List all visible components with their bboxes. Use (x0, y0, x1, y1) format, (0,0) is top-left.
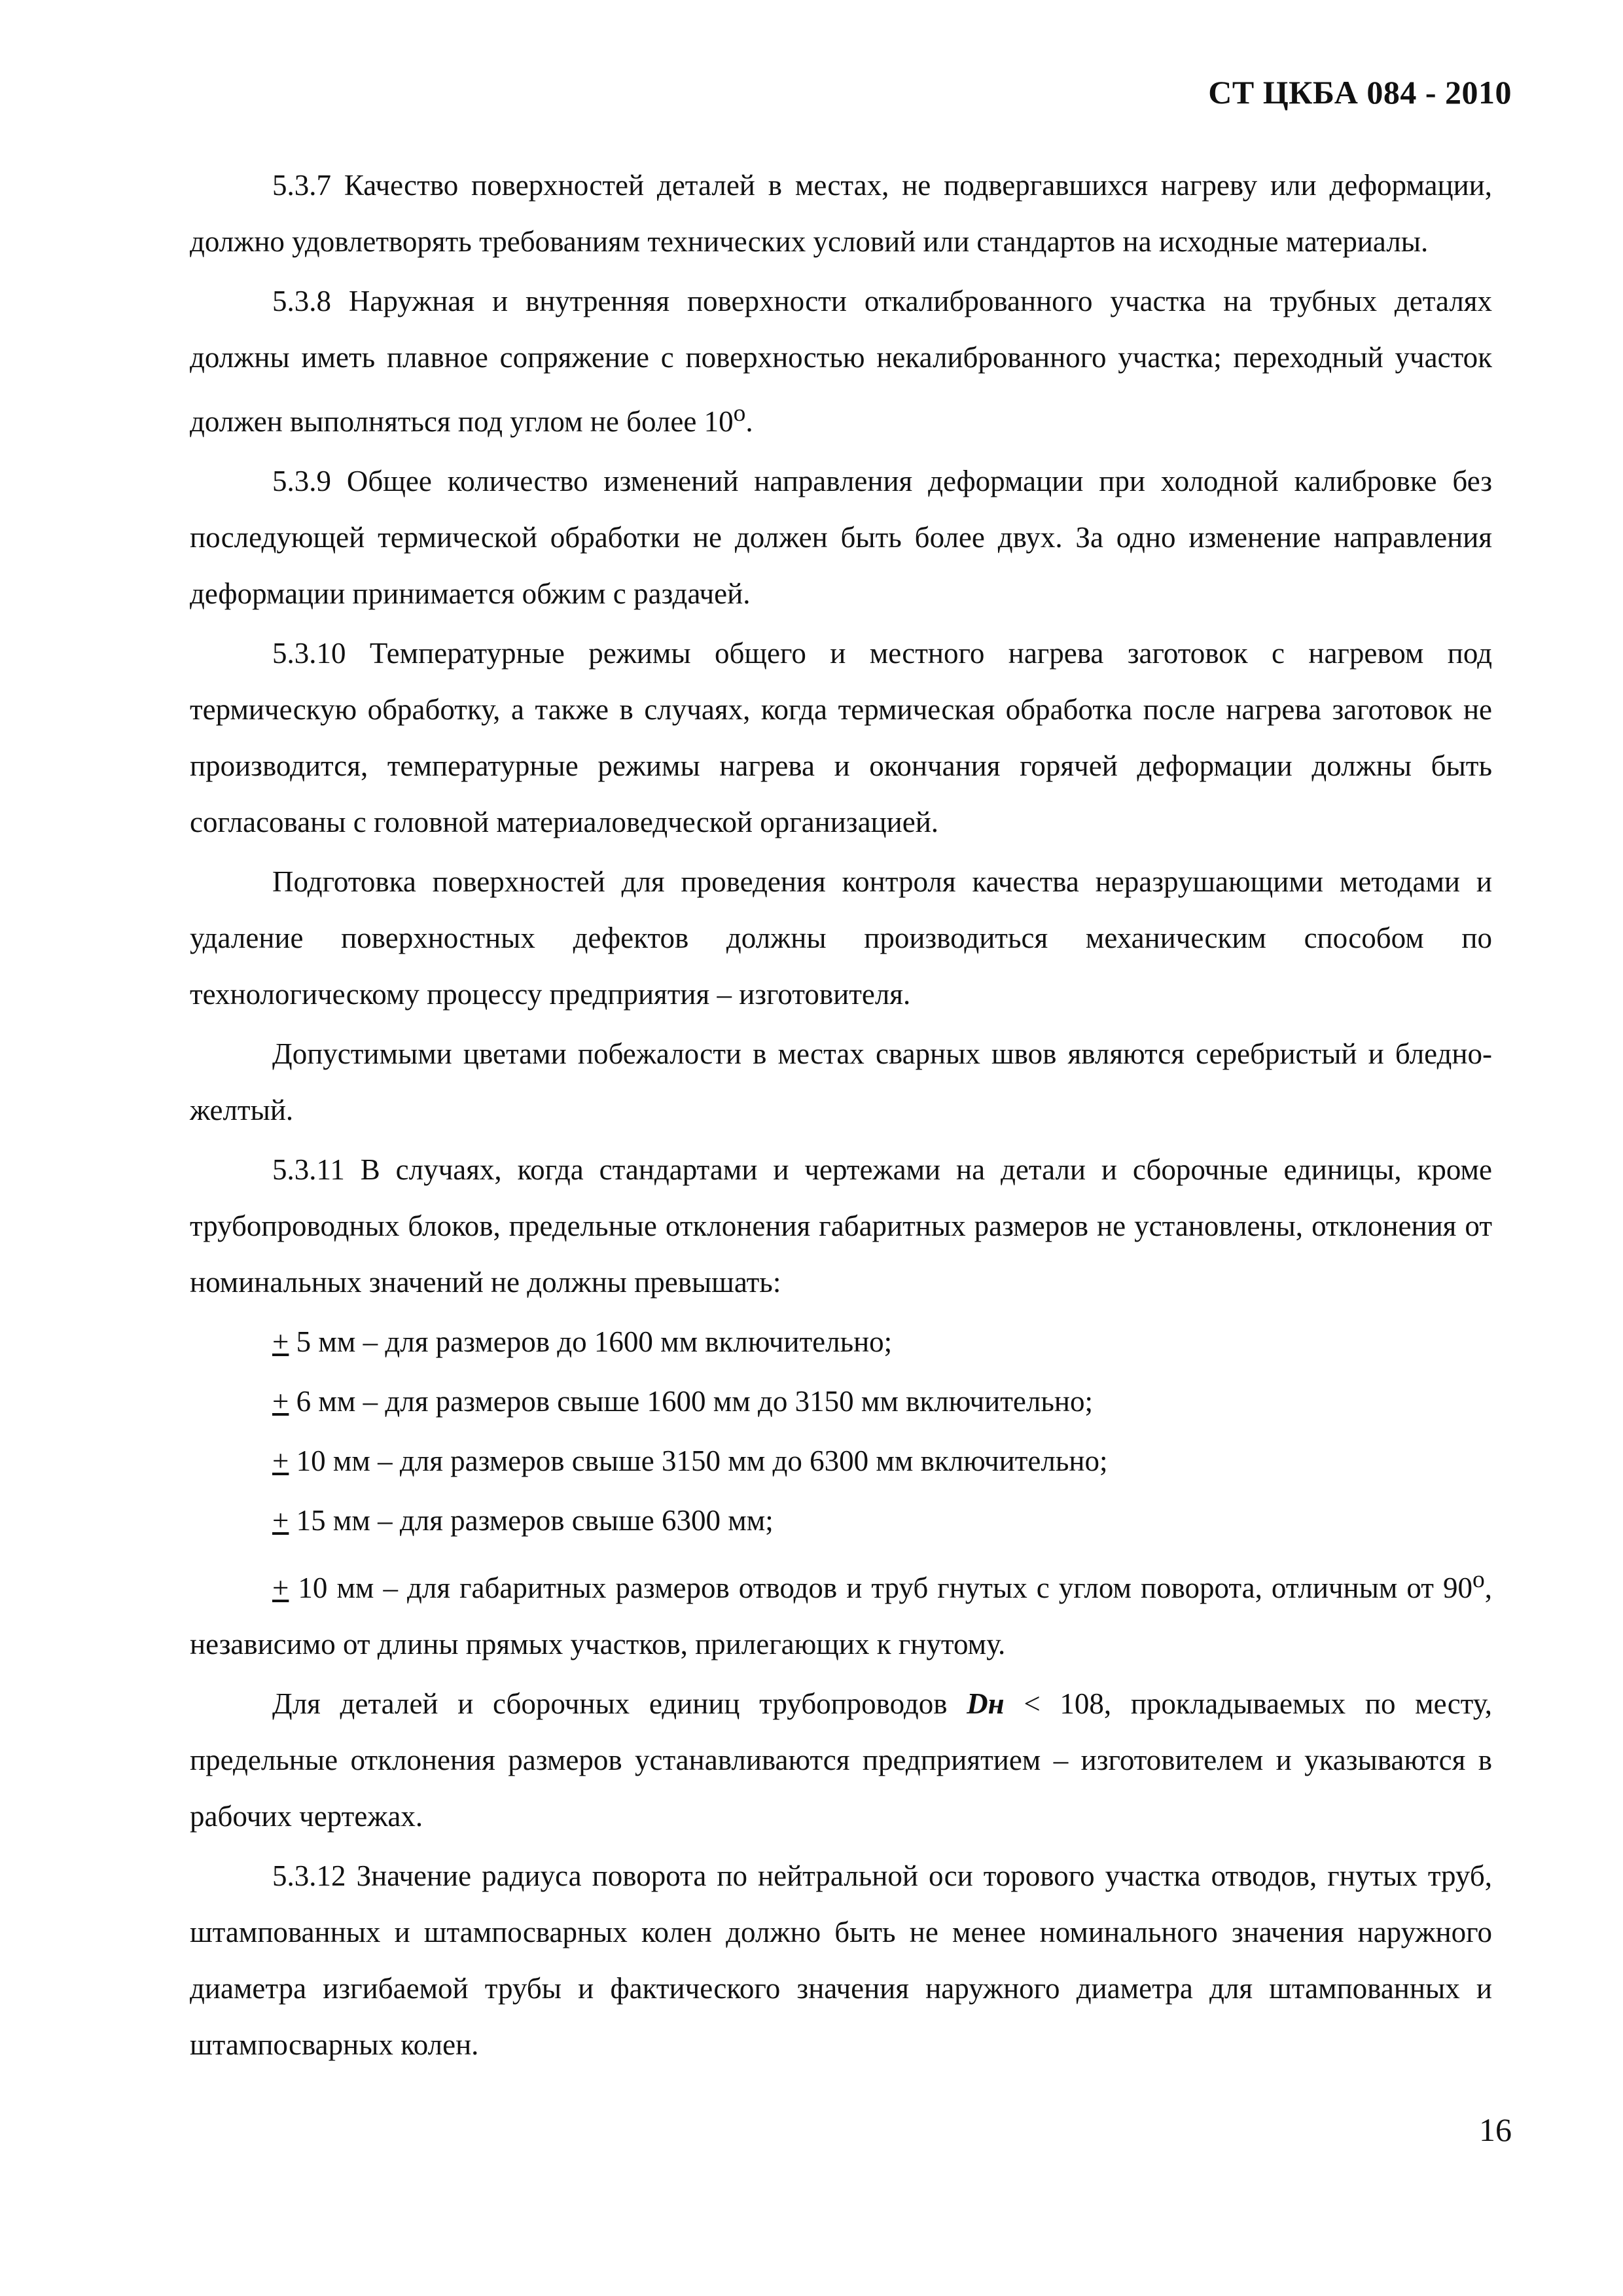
tolerance-item-2 (190, 1373, 1492, 1429)
tolerance-item-4 (190, 1492, 1492, 1549)
tolerance-item-1 (190, 1314, 1492, 1370)
plus-minus-sign: + (272, 1444, 289, 1477)
tolerance-item-5 (190, 1552, 1492, 1672)
paragraph-5-3-8-end: . (745, 405, 753, 438)
tolerance-item-5-tail: , независимо от длины прямых участков, прилегающих к гнутому. (190, 1571, 1492, 1660)
paragraph-dn-tail: < 108, прокладываемых по месту, предельные отклонения размеров устанавливаются предприятием – изготовителем и указываются в рабочих чертежах. (190, 1687, 1492, 1833)
document-body (190, 157, 1492, 2076)
paragraph-5-3-8 (190, 273, 1492, 450)
paragraph-5-3-12: 5.3.12 Значение радиуса поворота по нейтральной оси торового участка отводов, гнутых труб, штампованных и штампосварных колен должно быть не менее номинального значения наружного диаметра изгибаемой трубы и фактического значения наружного диаметра для штампованных и штампосварных колен. (190, 1859, 1492, 2061)
paragraph-5-3-9: 5.3.9 Общее количество изменений направления деформации при холодной калибровке без последующей термической обработки не должен быть более двух. За одно изменение направления деформации принимается обжим с раздачей. (190, 465, 1492, 610)
tolerance-item-3 (190, 1433, 1492, 1489)
tolerance-item-1-text: 5 мм – для размеров до 1600 мм включительно; (289, 1325, 893, 1358)
plus-minus-sign: + (272, 1571, 289, 1604)
paragraph-surface-preparation: Подготовка поверхностей для проведения контроля качества неразрушающими методами и удаление поверхностных дефектов должны производиться механическим способом по технологическому процессу предприятия – изготовителя. (190, 865, 1492, 1011)
page-number: 16 (1479, 2111, 1512, 2148)
degree-superscript: о (733, 400, 746, 427)
tolerance-item-3-text: 10 мм – для размеров свыше 3150 мм до 6300 мм включительно; (289, 1444, 1108, 1477)
paragraph-dn-tolerances (190, 1676, 1492, 1844)
paragraph-5-3-8-text: 5.3.8 Наружная и внутренняя поверхности откалиброванного участка на трубных деталях должны иметь плавное сопряжение с поверхностью некалиброванного участка; переходный участок должен выполняться под углом не более 10 (190, 285, 1492, 438)
paragraph-temper-colors: Допустимыми цветами побежалости в местах сварных швов являются серебристый и бледно-желтый. (190, 1037, 1492, 1126)
tolerance-item-4-text: 15 мм – для размеров свыше 6300 мм; (289, 1504, 774, 1537)
plus-minus-sign: + (272, 1325, 289, 1358)
document-code-header: СТ ЦКБА 084 - 2010 (1208, 74, 1512, 111)
tolerance-item-2-text: 6 мм – для размеров свыше 1600 мм до 3150 мм включительно; (289, 1385, 1093, 1418)
paragraph-dn-text: Для деталей и сборочных единиц трубопроводов (272, 1687, 967, 1720)
degree-superscript: о (1472, 1566, 1485, 1593)
paragraph-5-3-10: 5.3.10 Температурные режимы общего и местного нагрева заготовок с нагревом под термическую обработку, а также в случаях, когда термическая обработка после нагрева заготовок не производится, температурные режимы нагрева и окончания горячей деформации должны быть согласованы с головной материаловедческой организацией. (190, 637, 1492, 838)
plus-minus-sign: + (272, 1504, 289, 1537)
paragraph-5-3-11: 5.3.11 В случаях, когда стандартами и чертежами на детали и сборочные единицы, кроме трубопроводных блоков, предельные отклонения габаритных размеров не установлены, отклонения от номинальных значений не должны превышать: (190, 1153, 1492, 1299)
dn-symbol: Dн (967, 1687, 1005, 1720)
paragraph-5-3-7: 5.3.7 Качество поверхностей деталей в местах, не подвергавшихся нагреву или деформации, должно удовлетворять требованиям технических условий или стандартов на исходные материалы. (190, 169, 1492, 258)
tolerance-item-5-text: 10 мм – для габаритных размеров отводов и труб гнутых с углом поворота, отличным от 90 (289, 1571, 1472, 1604)
plus-minus-sign: + (272, 1385, 289, 1418)
